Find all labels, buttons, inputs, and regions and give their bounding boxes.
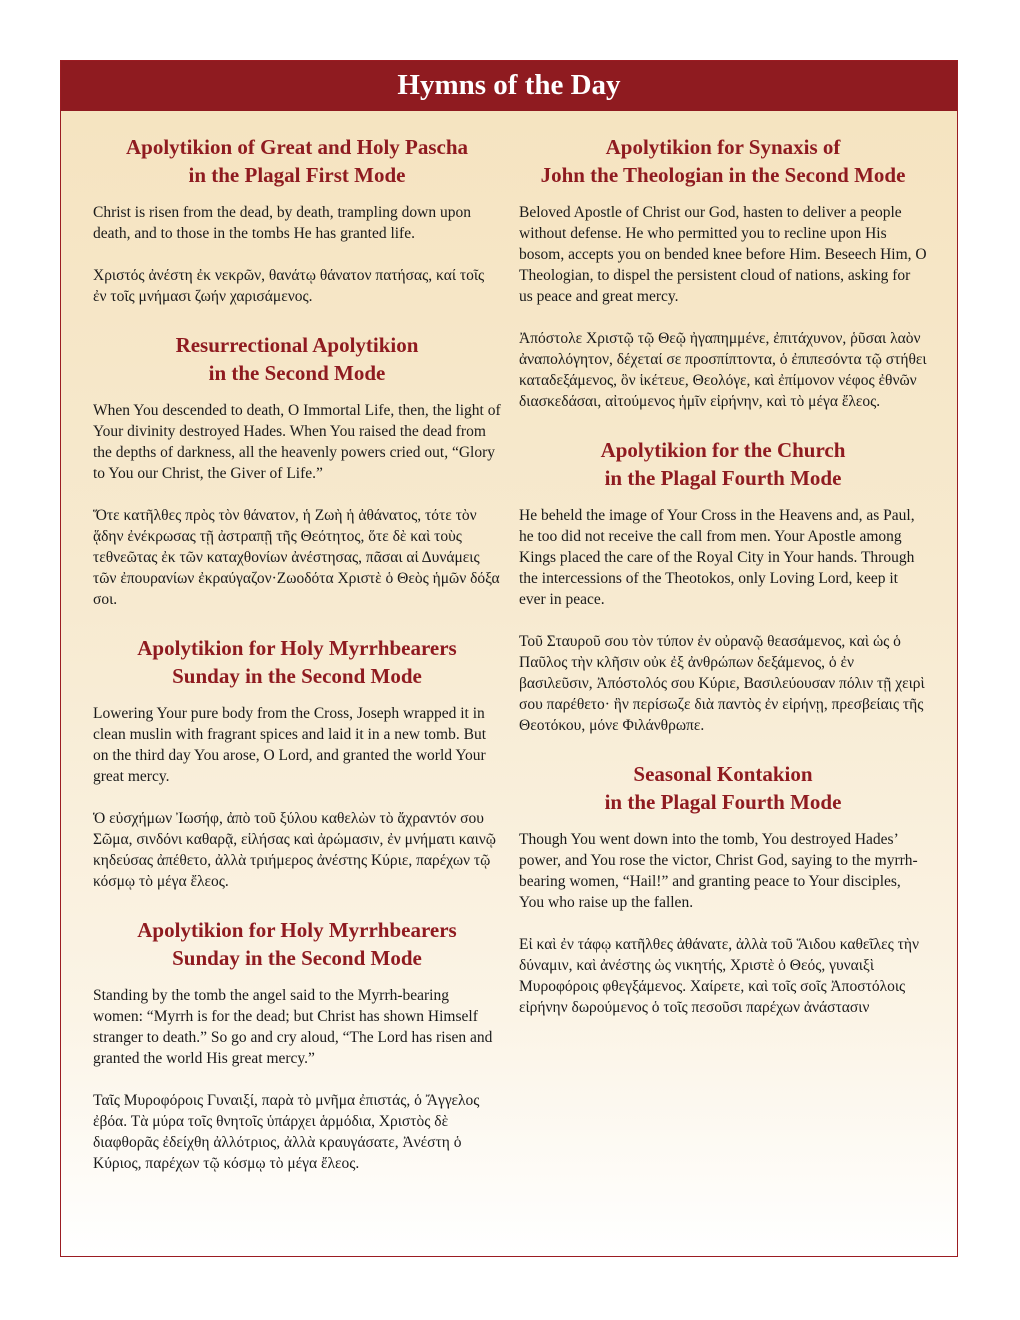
hymn-title: Apolytikion of Great and Holy Pascha in the Plagal First Mode — [125, 135, 469, 187]
hymn-english-text: Christ is risen from the dead, by death, trampling down upon death, and to those in the tombs He has granted life. — [93, 204, 471, 242]
hymn-greek-text: Χριστός ἀνέστη ἐκ νεκρῶν, θανάτῳ θάνατον πατήσας, καί τοῖς ἐν τοῖς μνήμασι ζωήν χαρισάμενος. — [93, 267, 485, 305]
hymn-title: Apolytikion for Holy Myrrhbearers Sunday in the Second Mode — [137, 918, 457, 970]
hymn-title: Seasonal Kontakion in the Plagal Fourth Mode — [604, 762, 842, 814]
hymn-greek-text: Ὁ εὐσχήμων Ἰωσήφ, ἀπὸ τοῦ ξύλου καθελὼν τὸ ἄχραντόν σου Σῶμα, σινδόνι καθαρᾷ, εἱλήσας καὶ ἀρώμασιν, ἐν μνήματι καινῷ κηδεύσας ἀπέθετο, ἀλλὰ τριήμερος ἀνέστης Κύριε, παρέχων τῷ κόσμῳ τὸ μέγα ἔλεος. — [93, 810, 496, 890]
hymn-greek-text: Ταῖς Μυροφόροις Γυναιξί, παρὰ τὸ μνῆμα ἐπιστάς, ὁ Ἄγγελος ἐβόα. Τὰ μύρα τοῖς θνητοῖς ὑπάρχει ἁρμόδια, Χριστὸς δὲ διαφθορᾶς ἐδείχθη ἀλλότριος, ἀλλὰ κραυγάσατε, Ἀνέστη ὁ Κύριος, παρέχων τῷ κόσμῳ τὸ μέγα ἔλεος. — [93, 1092, 480, 1172]
hymn-greek-text: Ὅτε κατῆλθες πρὸς τὸν θάνατον, ἡ Ζωὴ ἡ ἀθάνατος, τότε τὸν ᾅδην ἐνέκρωσας τῇ ἀστραπῇ τῆς Θεότητος, ὅτε δὲ καὶ τοὺς τεθνεῶτας ἐκ τῶν καταχθονίων ἀνέστησας, πᾶσαι αἱ Δυνάμεις τῶν ἐπουρανίων ἐκραύγαζον·Ζωοδότα Χριστὲ ὁ Θεὸς ἡμῶν δόξα σοι. — [93, 507, 500, 608]
hymn-greek-text: Εἰ καὶ ἐν τάφῳ κατῆλθες ἀθάνατε, ἀλλὰ τοῦ Ἅιδου καθεῖλες τὴν δύναμιν, καὶ ἀνέστης ὡς νικητής, Χριστὲ ὁ Θεός, γυναιξὶ Μυροφόροις φθεγξάμενος. Χαίρετε, καὶ τοῖς σοῖς Ἀποστόλοις εἰρήνην δωρούμενος ὁ τοῖς πεσοῦσι παρέχων ἀνάστασιν — [519, 936, 919, 1016]
hymn-myrrhbearers-apolytikion-2 — [93, 916, 501, 1174]
hymn-english-text: He beheld the image of Your Cross in the Heavens and, as Paul, he too did not receive the call from men. Your Apostle among Kings placed the care of the Royal City in Your hands. Through the intercessions of the Theotokos, only Loving Lord, keep it ever in peace. — [519, 507, 915, 608]
hymn-synaxis-john-apolytikion — [519, 133, 927, 412]
hymn-english-text: Though You went down into the tomb, You destroyed Hades’ power, and You rose the victor, Christ God, saying to the myrrh-bearing women, “Hail!” and granting peace to Your disciples, You who raise up the fallen. — [519, 831, 918, 911]
hymn-resurrectional-apolytikion — [93, 331, 501, 610]
hymn-greek-text: Ἀπόστολε Χριστῷ τῷ Θεῷ ἠγαπημμένε, ἐπιτάχυνον, ῥῦσαι λαὸν ἀναπολόγητον, δέχεταί σε προσπίπτοντα, ὁ ἐπιπεσόντα τῷ στήθει καταδεξάμενος, ὃν ἱκέτευε, Θεολόγε, καὶ ἐπίμονον νέφος ἐθνῶν διασκεδάσαι, αἰτούμενος ἡμῖν εἰρήνην, καὶ τὸ μέγα ἔλεος. — [519, 330, 927, 410]
hymn-title: Apolytikion for Holy Myrrhbearers Sunday in the Second Mode — [137, 636, 457, 688]
hymn-title: Apolytikion for Synaxis of John the Theologian in the Second Mode — [540, 135, 906, 187]
hymn-english-text: Standing by the tomb the angel said to the Myrrh-bearing women: “Myrrh is for the dead; but Christ has shown Himself stranger to death.” So go and cry aloud, “The Lord has risen and granted the world His great mercy.” — [93, 987, 493, 1067]
hymn-pascha-apolytikion — [93, 133, 501, 307]
hymns-panel — [60, 60, 958, 1257]
hymn-title: Resurrectional Apolytikion in the Second Mode — [175, 333, 419, 385]
hymn-english-text: When You descended to death, O Immortal Life, then, the light of Your divinity destroyed Hades. When You raised the dead from the depths of darkness, all the heavenly powers cried out, “Glory to You our Christ, the Giver of Life.” — [93, 402, 501, 482]
left-column — [93, 133, 501, 1198]
hymn-title: Apolytikion for the Church in the Plagal Fourth Mode — [600, 438, 846, 490]
hymn-myrrhbearers-apolytikion-1 — [93, 634, 501, 892]
page-title: Hymns of the Day — [61, 61, 957, 111]
hymn-english-text: Beloved Apostle of Christ our God, hasten to deliver a people without defense. He who permitted you to recline upon His bosom, accepts you on bended knee before Him. Beseech Him, O Theologian, to dispel the persistent cloud of nations, asking for us peace and great mercy. — [519, 204, 927, 305]
hymn-english-text: Lowering Your pure body from the Cross, Joseph wrapped it in clean muslin with fragrant spices and laid it in a new tomb. But on the third day You arose, O Lord, and granted the world Your great mercy. — [93, 705, 487, 785]
hymn-greek-text: Τοῦ Σταυροῦ σου τὸν τύπον ἐν οὐρανῷ θεασάμενος, καὶ ὡς ὁ Παῦλος τὴν κλῆσιν οὐκ ἐξ ἀνθρώπων δεξάμενος, ὁ ἐν βασιλεῦσιν, Ἀπόστολός σου Κύριε, Βασιλεύουσαν πόλιν τῇ χειρὶ σου παρέθετο· ἣν περίσωζε διὰ παντὸς ἐν εἰρήνῃ, πρεσβείαις τῆς Θεοτόκου, μόνε Φιλάνθρωπε. — [519, 633, 925, 734]
hymn-church-apolytikion — [519, 436, 927, 736]
hymn-seasonal-kontakion — [519, 760, 927, 1018]
right-column — [519, 133, 927, 1042]
